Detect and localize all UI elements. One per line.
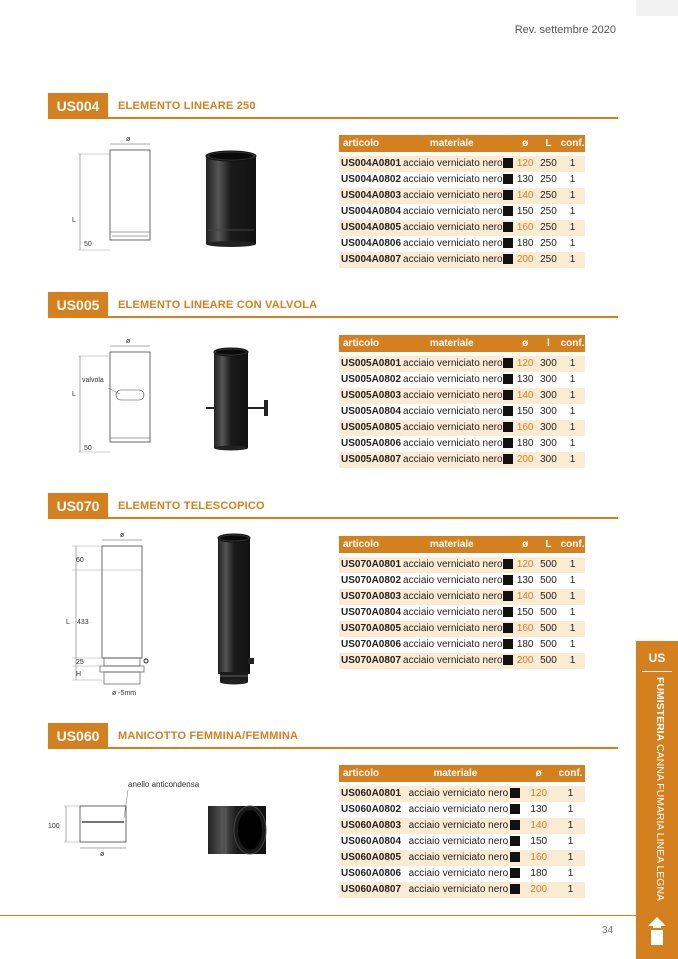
technical-drawing-us005 [64, 334, 164, 456]
section-us070 [48, 493, 618, 519]
table-row: US004A0802 acciaio verniciato nero 130 250 1 [339, 172, 585, 188]
section-header [48, 493, 618, 519]
table-row: US004A0807 acciaio verniciato nero 200 250 1 [339, 252, 585, 268]
section-header [48, 93, 618, 119]
ring-label: anello anticondensa [128, 780, 200, 789]
table-row: US070A0801 acciaio verniciato nero 120 500 1 [339, 557, 585, 573]
product-photo-us004 [200, 150, 264, 250]
color-swatch [508, 850, 521, 866]
table-row: US005A0806 acciaio verniciato nero 180 300 1 [339, 436, 585, 452]
section-code: US060 [48, 723, 108, 749]
section-code: US070 [48, 493, 108, 519]
table-row: US070A0804 acciaio verniciato nero 150 500 1 [339, 605, 585, 621]
table-row: US005A0802 acciaio verniciato nero 130 300 1 [339, 372, 585, 388]
table-row: US070A0806 acciaio verniciato nero 180 500 1 [339, 637, 585, 653]
table-row: US004A0805 acciaio verniciato nero 160 250 1 [339, 220, 585, 236]
side-category-tab [636, 641, 678, 959]
table-row: US004A0801 acciaio verniciato nero 120 250 1 [339, 156, 585, 172]
h-label: H [76, 671, 82, 678]
product-photo-us060 [200, 794, 276, 866]
color-swatch [503, 605, 514, 621]
table-row: US060A0803 acciaio verniciato nero 140 1 [339, 818, 585, 834]
section-title: ELEMENTO LINEARE CON VALVOLA [118, 299, 318, 311]
table-row: US060A0804 acciaio verniciato nero 150 1 [339, 834, 585, 850]
color-swatch [503, 557, 514, 573]
bottom-diameter-label: ø -5mm [112, 690, 137, 697]
table-row: US004A0806 acciaio verniciato nero 180 250 1 [339, 236, 585, 252]
bottom-label: 50 [84, 241, 92, 248]
col-length: L [537, 135, 560, 152]
product-table-us004 [339, 135, 585, 268]
col-articolo: articolo [339, 135, 401, 152]
color-swatch [503, 621, 514, 637]
col-conf: conf. [556, 765, 585, 782]
color-swatch [508, 882, 521, 898]
col-diameter: ø [522, 765, 556, 782]
color-swatch [503, 573, 514, 589]
col-materiale: materiale [403, 765, 509, 782]
table-row: US005A0805 acciaio verniciato nero 160 300 1 [339, 420, 585, 436]
table-row: US070A0805 acciaio verniciato nero 160 500 1 [339, 621, 585, 637]
table-row: US070A0802 acciaio verniciato nero 130 500 1 [339, 573, 585, 589]
color-swatch [503, 404, 514, 420]
table-row: US004A0804 acciaio verniciato nero 150 250 1 [339, 204, 585, 220]
table-row: US005A0801 acciaio verniciato nero 120 300 1 [339, 356, 585, 372]
section-header [48, 292, 618, 318]
corner-mark [636, 0, 678, 16]
valve-label: valvola [82, 377, 104, 384]
color-swatch [503, 653, 514, 669]
section-us005 [48, 292, 618, 318]
section-code: US005 [48, 292, 108, 318]
col-conf: conf. [560, 135, 585, 152]
color-swatch [503, 188, 514, 204]
diameter-label: ø [126, 136, 131, 143]
col-conf: conf. [560, 536, 585, 553]
up-arrow-icon[interactable] [648, 917, 666, 945]
table-row: US070A0807 acciaio verniciato nero 200 500 1 [339, 653, 585, 669]
color-swatch [503, 589, 514, 605]
color-swatch [503, 156, 514, 172]
color-swatch [503, 388, 514, 404]
product-table-us070 [339, 536, 585, 669]
page-number: 34 [602, 925, 614, 936]
footer-divider [0, 915, 636, 916]
table-row: US005A0807 acciaio verniciato nero 200 300 1 [339, 452, 585, 468]
side-code: US [648, 651, 666, 665]
col-articolo: articolo [339, 765, 403, 782]
col-materiale: materiale [401, 135, 503, 152]
table-row: US070A0803 acciaio verniciato nero 140 500 1 [339, 589, 585, 605]
diameter-label: ø [120, 532, 125, 539]
product-photo-us005 [206, 346, 276, 454]
col-articolo: articolo [339, 536, 401, 553]
color-swatch [508, 786, 521, 802]
section-header [48, 723, 618, 749]
side-category-text [654, 677, 666, 901]
table-row: US060A0807 acciaio verniciato nero 200 1 [339, 882, 585, 898]
col-diameter: ø [514, 335, 537, 352]
technical-drawing-us070 [56, 530, 166, 700]
col-diameter: ø [514, 135, 537, 152]
height-label: 100 [48, 823, 60, 830]
low-dim-label: 25 [76, 659, 84, 666]
color-swatch [503, 236, 514, 252]
revision-label: Rev. settembre 2020 [514, 24, 616, 36]
table-row: US005A0803 acciaio verniciato nero 140 300 1 [339, 388, 585, 404]
color-swatch [503, 436, 514, 452]
col-articolo: articolo [339, 335, 401, 352]
color-swatch [503, 356, 514, 372]
table-row: US060A0802 acciaio verniciato nero 130 1 [339, 802, 585, 818]
top-dim-label: 60 [76, 557, 84, 564]
col-materiale: materiale [401, 335, 503, 352]
section-title: MANICOTTO FEMMINA/FEMMINA [118, 730, 299, 742]
section-us060 [48, 723, 618, 749]
color-swatch [503, 372, 514, 388]
length-label: L [72, 391, 76, 398]
color-swatch [503, 220, 514, 236]
color-swatch [508, 834, 521, 850]
side-category-rest: CANNA FUMARIA LINEA LEGNA [654, 741, 666, 902]
color-swatch [503, 637, 514, 653]
col-diameter: ø [514, 536, 537, 553]
mid-dim-label: 433 [77, 619, 89, 626]
section-code: US004 [48, 93, 108, 119]
side-divider [642, 671, 672, 672]
col-materiale: materiale [401, 536, 503, 553]
color-swatch [508, 866, 521, 882]
diameter-label: ø [100, 851, 105, 858]
color-swatch [508, 802, 521, 818]
color-swatch [503, 420, 514, 436]
bottom-label: 50 [84, 445, 92, 452]
technical-drawing-us004 [64, 132, 164, 254]
technical-drawing-us060 [44, 778, 220, 860]
section-title: ELEMENTO LINEARE 250 [118, 100, 256, 112]
product-table-us060 [339, 765, 585, 898]
table-row: US060A0801 acciaio verniciato nero 120 1 [339, 786, 585, 802]
table-row: US004A0803 acciaio verniciato nero 140 250 1 [339, 188, 585, 204]
col-conf: conf. [560, 335, 585, 352]
color-swatch [503, 204, 514, 220]
color-swatch [508, 818, 521, 834]
diameter-label: ø [126, 338, 131, 345]
product-table-us005 [339, 335, 585, 468]
length-label: L [72, 217, 76, 224]
table-row: US005A0804 acciaio verniciato nero 150 300 1 [339, 404, 585, 420]
color-swatch [503, 172, 514, 188]
table-row: US060A0806 acciaio verniciato nero 180 1 [339, 866, 585, 882]
col-length: L [537, 536, 560, 553]
section-us004 [48, 93, 618, 119]
product-photo-us070 [208, 530, 268, 690]
col-length: l [537, 335, 560, 352]
side-category-bold: FUMISTERIA [654, 677, 666, 742]
color-swatch [503, 452, 514, 468]
table-row: US060A0805 acciaio verniciato nero 160 1 [339, 850, 585, 866]
color-swatch [503, 252, 514, 268]
section-title: ELEMENTO TELESCOPICO [118, 500, 265, 512]
length-label: L [66, 619, 70, 626]
